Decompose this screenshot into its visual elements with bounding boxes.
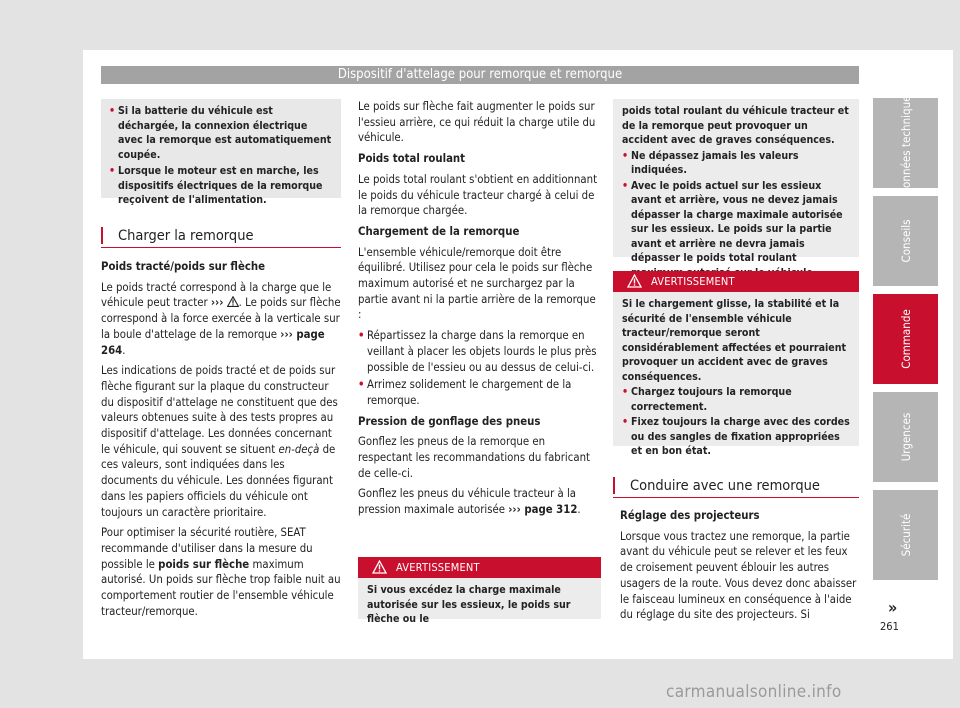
warning-text: Si le chargement glisse, la stabilité et la sécurité de l'ensemble véhicule tracteur/remorque seront considérablement affectées et pourraient provoquer un accident avec de graves conséquences. <box>622 298 847 383</box>
warning-body <box>613 99 859 286</box>
warning-bullet: • Ne dépassez jamais les valeurs indiquées. <box>622 149 850 178</box>
paragraph <box>101 525 341 619</box>
section-title: Charger la remorque <box>118 228 254 244</box>
tab-label: Urgences <box>898 412 913 462</box>
subheading: Poids total roulant <box>358 152 466 166</box>
tab-conseils[interactable] <box>873 196 938 286</box>
subheading: Réglage des projecteurs <box>620 509 760 522</box>
bold-text: poids sur flèche <box>158 557 250 571</box>
page-number: 261 <box>880 620 899 633</box>
column-2 <box>358 99 601 523</box>
text: de ces valeurs, sont indiquées dans les documents du véhicule. Les données figurant dans les papiers officiels du véhicule ont toujours un caractère prioritaire. <box>101 442 336 519</box>
emphasis: en-deçà <box>278 442 320 456</box>
header-title: Dispositif d'attelage pour remorque et remorque <box>337 67 623 82</box>
warning-icon <box>227 296 239 307</box>
tab-urgences[interactable] <box>873 392 938 482</box>
subheading: Pression de gonflage des pneus <box>358 414 541 428</box>
paragraph: Le poids total roulant s'obtient en additionnant le poids du véhicule tracteur chargé à celui de la remorque chargée. <box>358 172 598 218</box>
text: Le poids tracté correspond à la charge que le véhicule peut tracter <box>101 280 332 310</box>
paragraph <box>101 363 341 520</box>
warning-continuation-box <box>613 99 859 264</box>
bullet-item: • Répartissez la charge dans la remorque en veillant à placer les objets lourds le plus près possible de l'essieu ou au dessus de celui-ci. <box>358 328 601 375</box>
watermark: carmanualsonline.info <box>666 682 842 702</box>
tab-label: Données techniques <box>898 90 913 196</box>
tab-donnees-techniques[interactable] <box>873 90 938 196</box>
paragraph: Le poids sur flèche fait augmenter le poids sur l'essieu arrière, ce qui réduit la charge utile du véhicule. <box>358 100 596 145</box>
subheading: Chargement de la remorque <box>358 224 520 238</box>
note-box <box>101 99 341 206</box>
next-page-arrow-icon[interactable]: » <box>888 598 898 617</box>
tab-label: Conseils <box>898 219 913 263</box>
warning-box <box>613 271 859 457</box>
warning-header <box>613 271 859 292</box>
text: Les indications de poids tracté et de poids sur flèche figurant sur la plaque du constructeur du dispositif d'attelage ne constituent que des valeurs obtenues suite à des tests propres au dispositif d'attelage. Les données concernant le véhicule, qui souvent se situent <box>101 364 338 456</box>
section-accent-bar <box>613 477 615 494</box>
tab-commande[interactable] <box>873 294 938 384</box>
warning-header <box>358 557 601 578</box>
column-1 <box>101 259 341 624</box>
bullet-item: • Arrimez solidement le chargement de la remorque. <box>358 377 601 408</box>
subheading: Poids tracté/poids sur flèche <box>101 260 266 273</box>
warning-bullet: • Avec le poids actuel sur les essieux avant et arrière, vous ne devez jamais dépasser la charge maximale autorisée sur les essieux. Le poids sur la partie avant et arrière ne devra jamais dépasser le poids total roulant <box>622 179 850 281</box>
tab-securite[interactable] <box>873 490 938 580</box>
paragraph: L'ensemble véhicule/remorque doit être équilibré. Utilisez pour cela le poids sur flèche maximum autorisé et ne surchargez par la partie avant ni la partie arrière de la remorque : <box>358 245 596 322</box>
tab-label: Commande <box>898 309 913 369</box>
section-accent-bar <box>101 227 103 244</box>
section-title: Conduire avec une remorque <box>630 478 820 494</box>
warning-body <box>613 292 859 465</box>
cross-ref-link[interactable]: ››› <box>210 296 224 310</box>
paragraph: Gonflez les pneus de la remorque en respectant les recommandations du fabricant de celle-ci. <box>358 435 590 480</box>
text: Pour optimiser la sécurité routière, SEAT recommande d'utiliser dans la mesure du possible le <box>101 526 313 571</box>
paragraph: Lorsque vous tractez une remorque, la partie avant du véhicule peut se relever et les feux de croisement peuvent éblouir les autres usagers de la route. Vous devez donc abaisser le faisceau lumineux en conséquence à l'aide du réglage du site des projecteurs. Si <box>620 529 857 622</box>
warning-text: Si vous excédez la charge maximale autorisée sur les essieux, le poids sur flèche ou le <box>367 584 571 625</box>
page-ref-link[interactable]: ››› page 264 <box>101 327 325 357</box>
tab-label: Sécurité <box>898 513 913 557</box>
warning-text: poids total roulant du véhicule tracteur et de la remorque peut provoquer un accident avec de graves conséquences. <box>622 105 849 146</box>
text: maximum autorisé. Un poids sur flèche trop faible nuit au comportement routier de l'ensemble véhicule tracteur/remorque. <box>101 557 341 618</box>
warning-icon <box>627 274 642 288</box>
note-item: • Lorsque le moteur est en marche, les dispositifs électriques de la remorque reçoivent de l'alimentation. <box>109 164 333 208</box>
warning-label: AVERTISSEMENT <box>396 561 480 574</box>
section-heading-charger <box>101 226 341 248</box>
warning-bullet: • Chargez toujours la remorque correctement. <box>622 385 850 414</box>
note-item: • Si la batterie du véhicule est déchargée, la connexion électrique avec la remorque est automatiquement coupée. <box>109 104 333 162</box>
paragraph: Le poids tracté correspond à la charge que le véhicule peut tracter ››› . Le poids sur flèche correspond à la force exercée à la verticale sur la boule d'attelage de la remorque ››› page 264. <box>101 280 341 357</box>
warning-bullet: • Fixez toujours la charge avec des cordes ou des sangles de fixation appropriées et en bon état. <box>622 415 850 459</box>
text: . <box>577 503 581 517</box>
warning-icon <box>372 560 387 574</box>
text: Gonflez les pneus du véhicule tracteur à la pression maximale autorisée <box>358 487 577 517</box>
warning-label: AVERTISSEMENT <box>651 275 735 288</box>
paragraph <box>358 486 601 517</box>
column-3 <box>620 508 859 628</box>
section-heading-conduire <box>613 476 859 498</box>
page-ref-link[interactable]: ››› page 312 <box>508 503 578 517</box>
text: . Le poids sur flèche correspond à la force exercée à la verticale sur la boule d'attelage de la remorque <box>101 296 341 341</box>
warning-box <box>358 557 601 625</box>
page-header <box>101 66 859 84</box>
